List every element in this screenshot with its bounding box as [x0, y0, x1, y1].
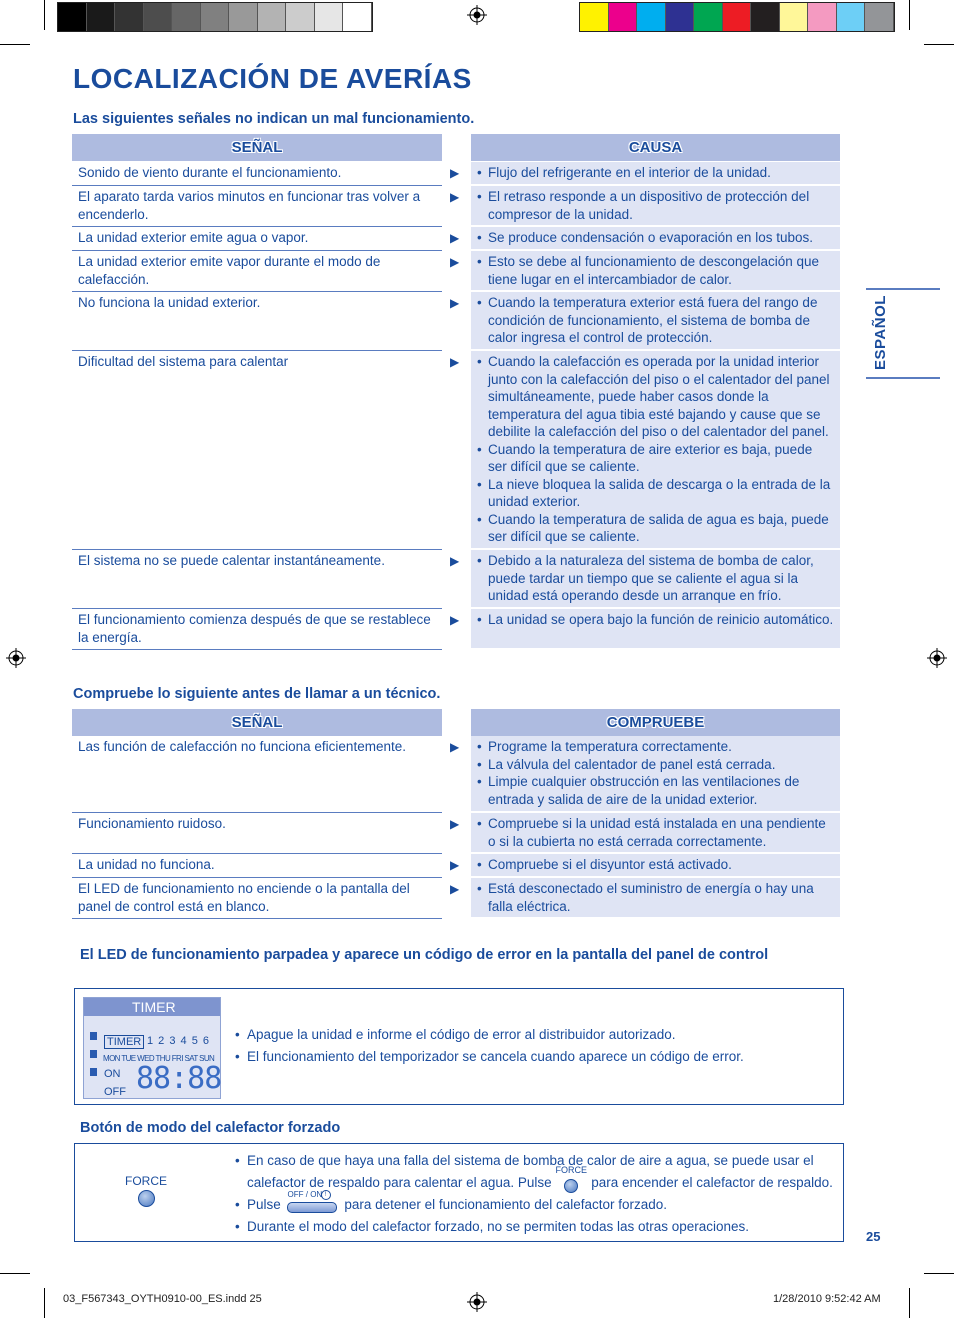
color-swatch: [258, 3, 287, 31]
gray-swatch-bar: [57, 2, 373, 32]
inline-force-label: FORCE: [555, 1165, 587, 1176]
color-swatch: [609, 3, 638, 31]
error-bullet: • El funcionamiento del temporizador se cancela cuando aparece un código de error.: [233, 1046, 833, 1068]
cause-bullet: • La unidad se opera bajo la función de reinicio automático.: [475, 611, 834, 629]
section2-col-signal: SEÑAL: [72, 709, 442, 736]
section2-col-check: COMPRUEBE: [471, 709, 840, 736]
force-button-icon: [564, 1179, 578, 1193]
crop-mark: [909, 0, 910, 30]
check-bullet: • Programe la temperatura correctamente.: [475, 738, 834, 756]
color-swatch-bar: [579, 2, 895, 32]
cause-signal-cell: El aparato tarda varios minutos en funcionar tras volver a encenderlo.: [72, 186, 442, 227]
check-signal-cell: El LED de funcionamiento no enciende o la pantalla del panel de control está en blanco.: [72, 878, 442, 919]
error-bullets: [233, 1024, 833, 1068]
cause-bullet: • Se produce condensación o evaporación en los tubos.: [475, 229, 834, 247]
force-mode-box: [74, 1143, 844, 1242]
section1-col-cause: CAUSA: [471, 134, 840, 161]
cause-signal-cell: La unidad exterior emite agua o vapor.: [72, 227, 442, 251]
crop-mark: [924, 44, 954, 45]
color-swatch: [666, 3, 695, 31]
check-signal-cell: Las función de calefacción no funciona eficientemente.: [72, 736, 442, 813]
crop-mark: [0, 44, 30, 45]
arrow-icon: ▶: [450, 166, 460, 180]
color-swatch: [837, 3, 866, 31]
timer-tag: TIMER: [104, 1035, 144, 1049]
timer-header: TIMER: [84, 998, 220, 1016]
force-bullet: [233, 1150, 843, 1194]
footer-date: 1/28/2010 9:52:42 AM: [773, 1293, 881, 1305]
off-label: OFF: [104, 1086, 126, 1098]
check-result-cell: [471, 813, 840, 854]
crop-mark: [909, 1288, 910, 1318]
arrow-icon: ▶: [450, 554, 460, 568]
arrow-icon: ▶: [450, 613, 460, 627]
force-bullet-text: En caso de que haya una falla del sistema de bomba de calor de aire a agua, se puede usar el calefactor de respaldo para calentar el agua. Pulse: [247, 1153, 814, 1190]
arrow-icon: ▶: [450, 817, 460, 831]
check-bullet: • La válvula del calentador de panel está cerrada.: [475, 756, 834, 774]
crop-mark: [924, 1273, 954, 1274]
check-bullet: • Limpie cualquier obstrucción en las ventilaciones de entrada y salida de aire de la unidad exterior.: [475, 773, 834, 808]
cause-bullet: • Esto se debe al funcionamiento de descongelación que tiene lugar en el intercambiador de calor.: [475, 253, 834, 288]
indicator-icon: [90, 1068, 97, 1076]
cause-result-cell: [471, 162, 840, 186]
onoff-button-icon: [287, 1202, 337, 1213]
cause-bullet: • Cuando la temperatura de aire exterior es baja, puede ser difícil que se caliente.: [475, 441, 834, 476]
registration-mark-icon: [467, 1292, 487, 1312]
color-swatch: [172, 3, 201, 31]
section4-heading: Botón de modo del calefactor forzado: [80, 1120, 341, 1136]
force-bullet: • Durante el modo del calefactor forzado, no se permiten todas las otras operaciones.: [233, 1216, 843, 1238]
cause-signal-cell: El sistema no se puede calentar instantáneamente.: [72, 550, 442, 609]
registration-mark-icon: [467, 5, 487, 25]
check-result-cell: [471, 736, 840, 813]
color-swatch: [87, 3, 116, 31]
arrow-icon: ▶: [450, 231, 460, 245]
cause-result-cell: [471, 550, 840, 609]
cause-bullet: • Debido a la naturaleza del sistema de bomba de calor, puede tardar un tiempo que se caliente el agua si la unidad está operando desde un arranque en frío.: [475, 552, 834, 605]
cause-bullet: • Flujo del refrigerante en el interior de la unidad.: [475, 164, 834, 182]
force-button-icon[interactable]: [138, 1190, 155, 1207]
cause-result-cell: [471, 186, 840, 227]
indicator-icon: [90, 1032, 97, 1040]
check-bullet: • Compruebe si el disyuntor está activado.: [475, 856, 834, 874]
color-swatch: [723, 3, 752, 31]
onoff-label: OFF / ON: [287, 1190, 323, 1200]
color-swatch: [751, 3, 780, 31]
cause-signal-cell: El funcionamiento comienza después de que se restablece la energía.: [72, 609, 442, 650]
color-swatch: [637, 3, 666, 31]
section1-col-signal: SEÑAL: [72, 134, 442, 161]
arrow-icon: ▶: [450, 882, 460, 896]
page-title: LOCALIZACIÓN DE AVERÍAS: [73, 63, 472, 94]
cause-signal-cell: La unidad exterior emite vapor durante el modo de calefacción.: [72, 251, 442, 292]
crop-mark: [44, 1288, 45, 1318]
force-bullet: [233, 1190, 843, 1216]
footer-file: 03_F567343_OYTH0910-00_ES.indd 25: [63, 1293, 262, 1305]
error-code-box: [74, 988, 844, 1105]
color-swatch: [58, 3, 87, 31]
color-swatch: [315, 3, 344, 31]
check-result-cell: [471, 878, 840, 919]
registration-mark-icon: [6, 648, 26, 668]
cause-bullet: • El retraso responde a un dispositivo de protección del compresor de la unidad.: [475, 188, 834, 223]
check-result-cell: [471, 854, 840, 878]
color-swatch: [229, 3, 258, 31]
arrow-icon: ▶: [450, 858, 460, 872]
power-icon: !: [321, 1190, 331, 1200]
arrow-icon: ▶: [450, 190, 460, 204]
inline-onoff-button: [285, 1190, 341, 1213]
crop-mark: [0, 1273, 30, 1274]
color-swatch: [286, 3, 315, 31]
registration-mark-icon: [927, 648, 947, 668]
cause-bullet: • Cuando la temperatura exterior está fuera del rango de condición de funcionamiento, el sistema de bomba de calor ingresa el control de protección.: [475, 294, 834, 347]
color-swatch: [144, 3, 173, 31]
indicator-icon: [90, 1050, 97, 1058]
cause-bullet: • Cuando la calefacción es operada por la unidad interior junto con la calefacción del piso o el calentador del panel simultáneamente, puede haber casos donde la temperatura del agua tibia esté bajando y cause que se debilite la calefacción del piso o del calentador del panel.: [475, 353, 834, 441]
color-swatch: [865, 3, 894, 31]
crop-mark: [44, 0, 45, 30]
arrow-icon: ▶: [450, 296, 460, 310]
error-bullet: • Apague la unidad e informe el código de error al distribuidor autorizado.: [233, 1024, 833, 1046]
cause-bullet: • La nieve bloquea la salida de descarga o la entrada de la unidad exterior.: [475, 476, 834, 511]
color-swatch: [201, 3, 230, 31]
cause-bullet: • Cuando la temperatura de salida de agua es baja, puede ser difícil que se caliente.: [475, 511, 834, 546]
color-swatch: [694, 3, 723, 31]
cause-result-cell: [471, 227, 840, 251]
force-bullets: [233, 1150, 843, 1238]
control-panel-display: [83, 997, 221, 1099]
language-side-tab: [866, 288, 940, 379]
inline-force-button: [555, 1165, 587, 1191]
color-swatch: [115, 3, 144, 31]
section3-heading: El LED de funcionamiento parpadea y aparece un código de error en la pantalla del panel de control: [80, 947, 769, 963]
color-swatch: [343, 3, 372, 31]
section2-heading: Compruebe lo siguiente antes de llamar a un técnico.: [73, 686, 441, 702]
arrow-icon: ▶: [450, 355, 460, 369]
check-bullet: • Compruebe si la unidad está instalada en una pendiente o si la cubierta no está cerrada correctamente.: [475, 815, 834, 850]
weekdays: MON TUE WED THU FRI SAT SUN: [103, 1054, 215, 1063]
force-label: FORCE: [125, 1174, 167, 1188]
section1-heading: Las siguientes señales no indican un mal funcionamiento.: [73, 111, 475, 127]
cause-result-cell: [471, 351, 840, 550]
cause-result-cell: [471, 609, 840, 650]
digit-display: 88:88: [136, 1061, 222, 1096]
arrow-icon: ▶: [450, 255, 460, 269]
force-bullet-text: para detener el funcionamiento del calefactor forzado.: [344, 1197, 668, 1212]
cause-result-cell: [471, 292, 840, 351]
timer-numbers: 1 2 3 4 5 6: [147, 1035, 210, 1047]
page-number: 25: [866, 1229, 881, 1244]
cause-signal-cell: No funciona la unidad exterior.: [72, 292, 442, 351]
on-label: ON: [104, 1068, 121, 1080]
color-swatch: [780, 3, 809, 31]
language-label: ESPAÑOL: [872, 295, 889, 370]
check-signal-cell: La unidad no funciona.: [72, 854, 442, 878]
check-signal-cell: Funcionamiento ruidoso.: [72, 813, 442, 854]
check-bullet: • Está desconectado el suministro de energía o hay una falla eléctrica.: [475, 880, 834, 915]
force-bullet-text: para encender el calefactor de respaldo.: [591, 1175, 833, 1190]
cause-signal-cell: Sonido de viento durante el funcionamiento.: [72, 162, 442, 186]
force-bullet-text: Pulse: [247, 1197, 281, 1212]
cause-signal-cell: Dificultad del sistema para calentar: [72, 351, 442, 550]
color-swatch: [808, 3, 837, 31]
arrow-icon: ▶: [450, 740, 460, 754]
cause-result-cell: [471, 251, 840, 292]
color-swatch: [580, 3, 609, 31]
